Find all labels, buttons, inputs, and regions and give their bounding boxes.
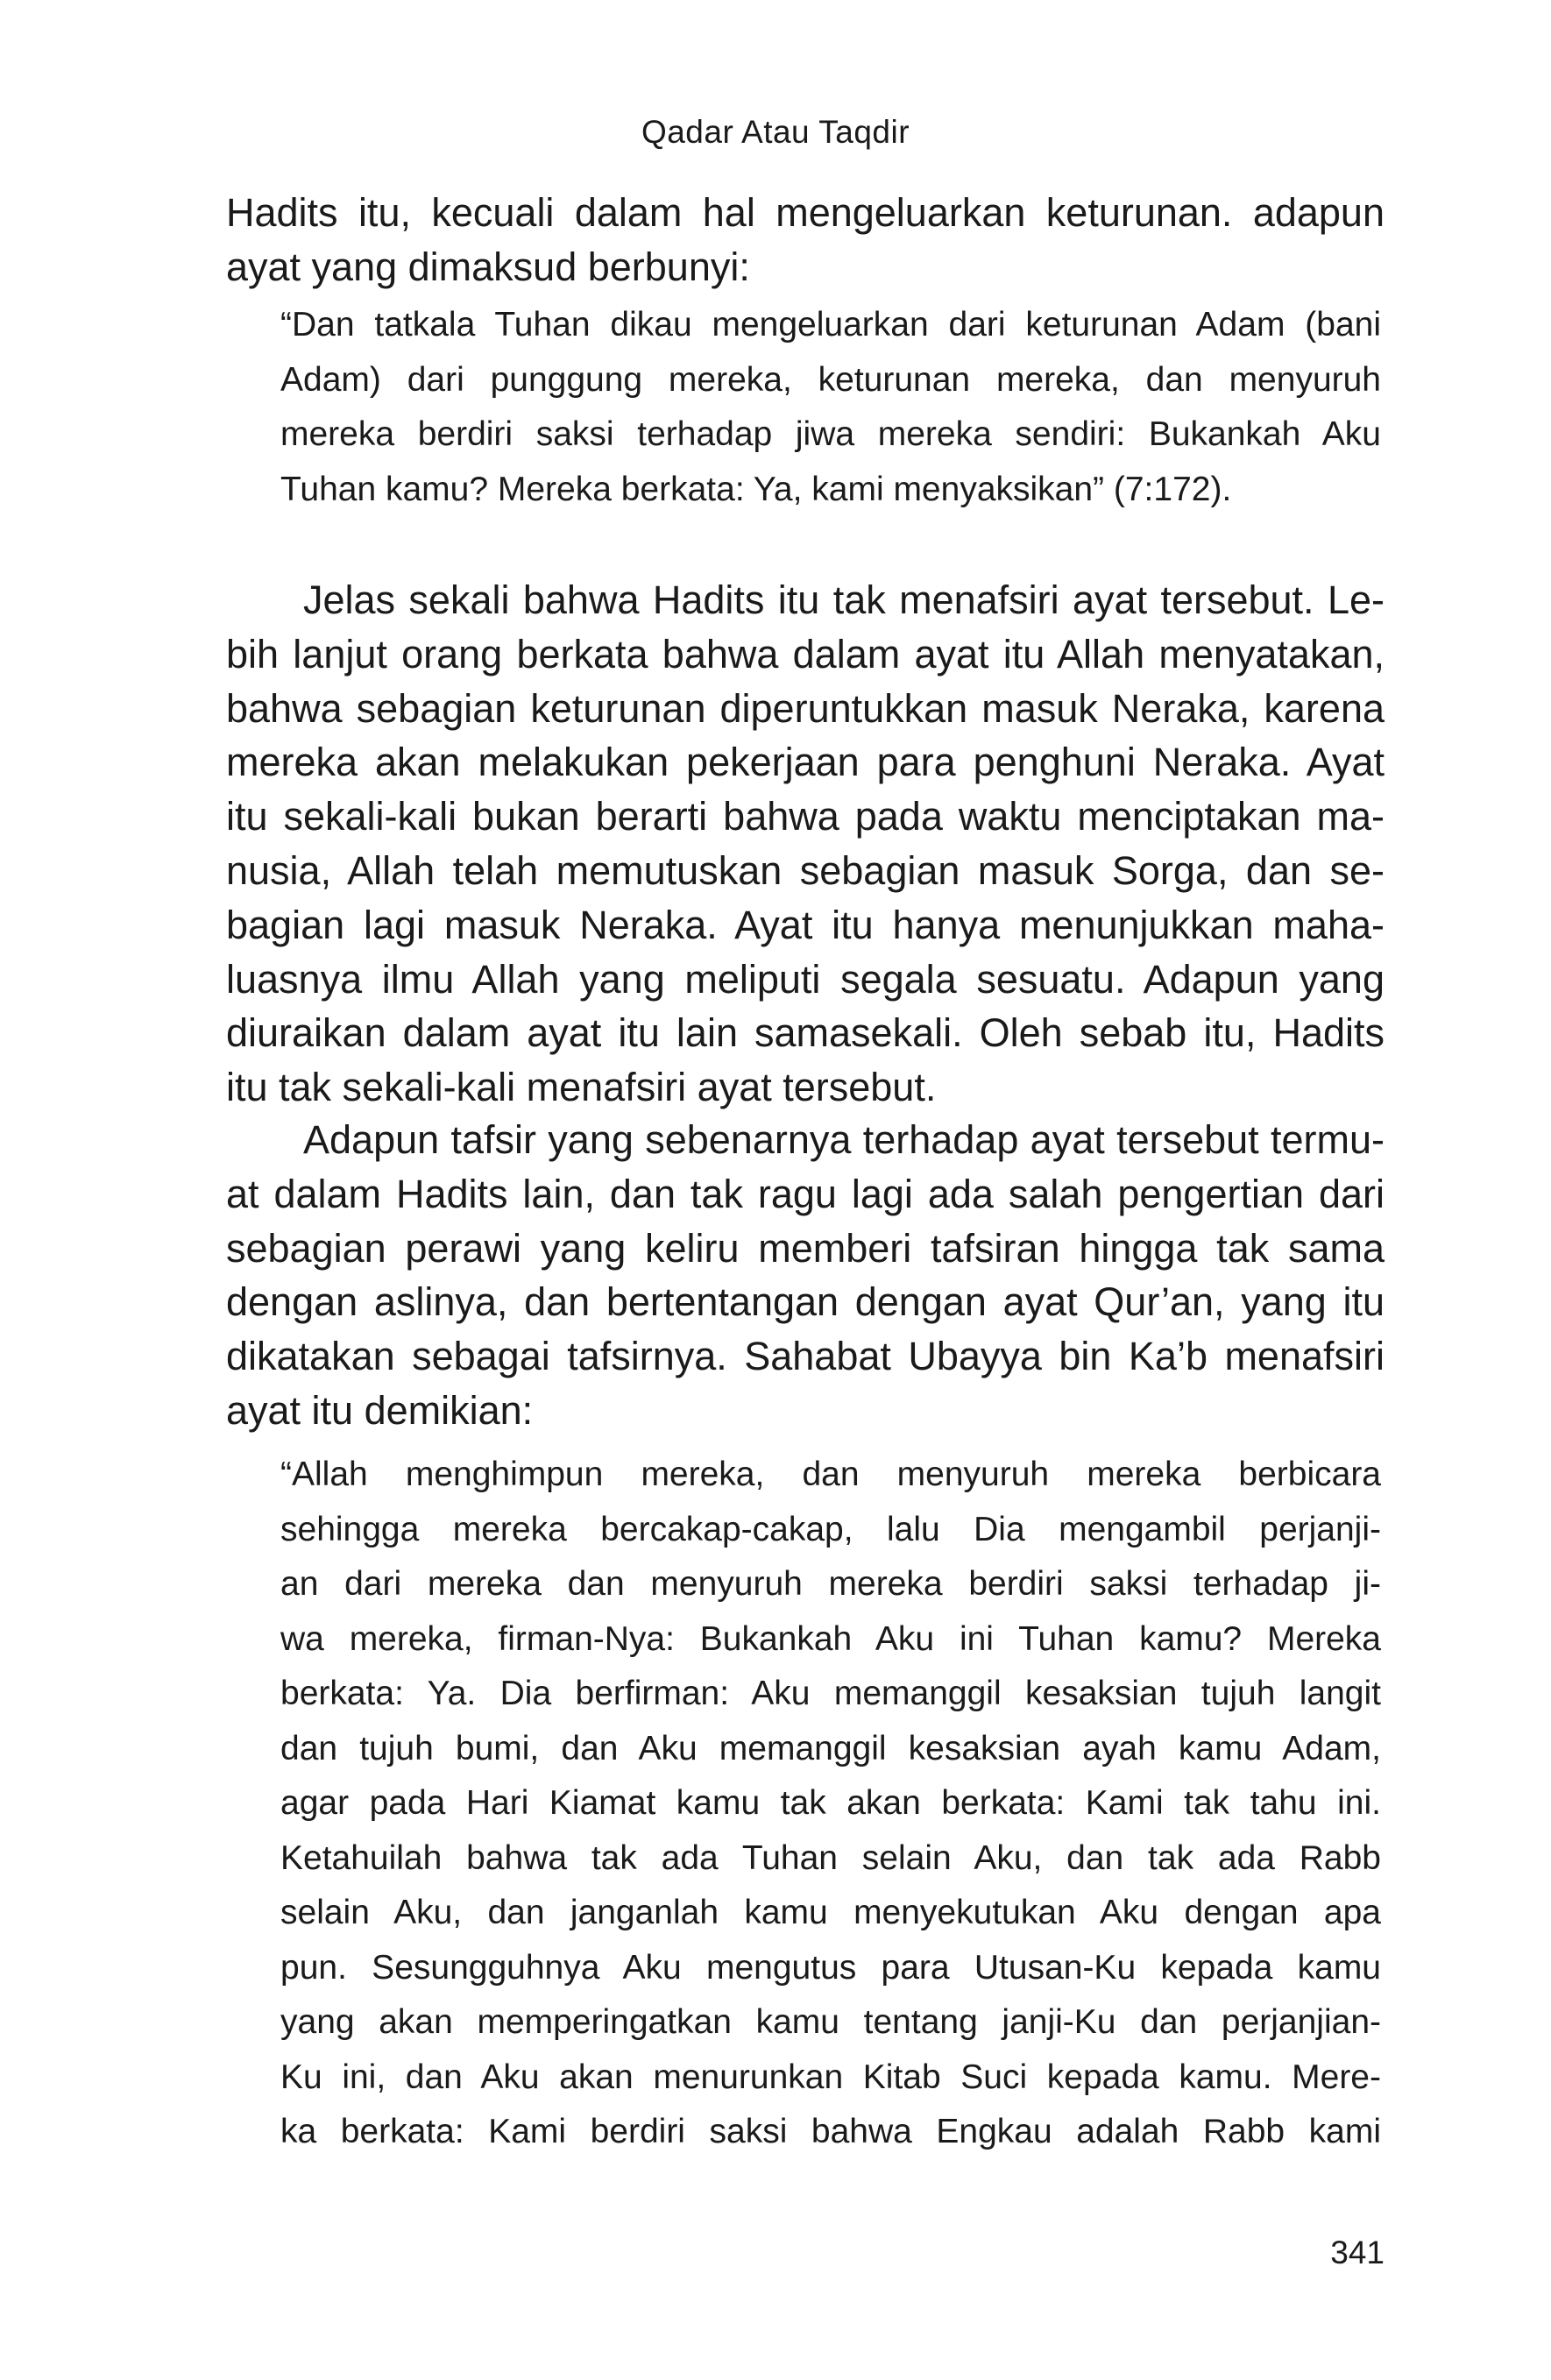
page-number: 341 [1330,2235,1385,2270]
text-line: mereka akan melakukan pekerjaan para penghuni Neraka. Ayat [226,740,1385,785]
text-line: wa mereka, firman-Nya: Bukankah Aku ini Tuhan kamu? Mereka [280,1619,1381,1658]
text-line: sebagian perawi yang keliru memberi tafsiran hingga tak sama [226,1225,1385,1271]
text-line: dengan aslinya, dan bertentangan dengan ayat Qur’an, yang itu [226,1279,1385,1325]
body-paragraph [226,186,1385,294]
quotation-block [280,1448,1381,2160]
text-line: “Allah menghimpun mereka, dan menyuruh mereka berbicara [280,1456,1381,1493]
body-paragraph [226,1113,1385,1438]
text-line: bagian lagi masuk Neraka. Ayat itu hanya menunjukkan maha- [226,902,1385,947]
text-line: selain Aku, dan janganlah kamu menyekutukan Aku dengan apa [280,1894,1381,1931]
text-line: at dalam Hadits lain, dan tak ragu lagi ada salah pengertian dari [226,1171,1385,1216]
quotation-block [280,298,1381,517]
body-paragraph [226,573,1385,1115]
text-line: nusia, Allah telah memutuskan sebagian masuk Sorga, dan se- [226,847,1385,893]
text-line: ayat yang dimaksud berbunyi: [226,244,750,289]
text-line: itu sekali-kali bukan berarti bahwa pada waktu menciptakan ma- [226,794,1385,839]
text-line: pun. Sesungguhnya Aku mengutus para Utusan-Ku kepada kamu [280,1948,1381,1987]
text-line: Jelas sekali bahwa Hadits itu tak menafsiri ayat tersebut. Le- [303,577,1385,622]
text-line: luasnya ilmu Allah yang meliputi segala sesuatu. Adapun yang [226,956,1385,1002]
text-line: Adam) dari punggung mereka, keturunan mereka, dan menyuruh [280,360,1381,399]
text-line: Tuhan kamu? Mereka berkata: Ya, kami menyaksikan” (7:172). [280,470,1232,508]
text-line: Ketahuilah bahwa tak ada Tuhan selain Aku, dan tak ada Rabb [280,1838,1381,1877]
text-line: sehingga mereka bercakap-cakap, lalu Dia mengambil perjanji- [280,1510,1381,1548]
text-line: Adapun tafsir yang sebenarnya terhadap ayat tersebut termu- [303,1117,1385,1162]
text-line: dikatakan sebagai tafsirnya. Sahabat Ubayya bin Ka’b menafsiri [226,1334,1385,1379]
text-line: diuraikan dalam ayat itu lain samasekali. Oleh sebab itu, Hadits [226,1010,1385,1056]
text-line: bahwa sebagian keturunan diperuntukkan masuk Neraka, karena [226,685,1385,731]
text-line: Ku ini, dan Aku akan menurunkan Kitab Suci kepada kamu. Mere- [280,2058,1381,2096]
text-line: agar pada Hari Kiamat kamu tak akan berkata: Kami tak tahu ini. [280,1784,1381,1822]
running-head: Qadar Atau Taqdir [641,114,910,150]
text-line: bih lanjut orang berkata bahwa dalam ayat itu Allah menyatakan, [226,631,1385,676]
text-line: itu tak sekali-kali menafsiri ayat tersebut. [226,1065,937,1110]
text-line: ayat itu demikian: [226,1387,534,1433]
text-line: yang akan memperingatkan kamu tentang janji-Ku dan perjanjian- [280,2003,1381,2041]
text-line: Hadits itu, kecuali dalam hal mengeluarkan keturunan. adapun [226,190,1385,235]
text-line: dan tujuh bumi, dan Aku memanggil kesaksian ayah kamu Adam, [280,1729,1381,1767]
text-line: mereka berdiri saksi terhadap jiwa mereka sendiri: Bukankah Aku [280,415,1381,453]
text-line: berkata: Ya. Dia berfirman: Aku memanggil kesaksian tujuh langit [280,1675,1381,1712]
text-line: “Dan tatkala Tuhan dikau mengeluarkan dari keturunan Adam (bani [280,306,1381,344]
text-line: ka berkata: Kami berdiri saksi bahwa Engkau adalah Rabb kami [280,2113,1381,2150]
text-line: an dari mereka dan menyuruh mereka berdiri saksi terhadap ji- [280,1565,1381,1603]
